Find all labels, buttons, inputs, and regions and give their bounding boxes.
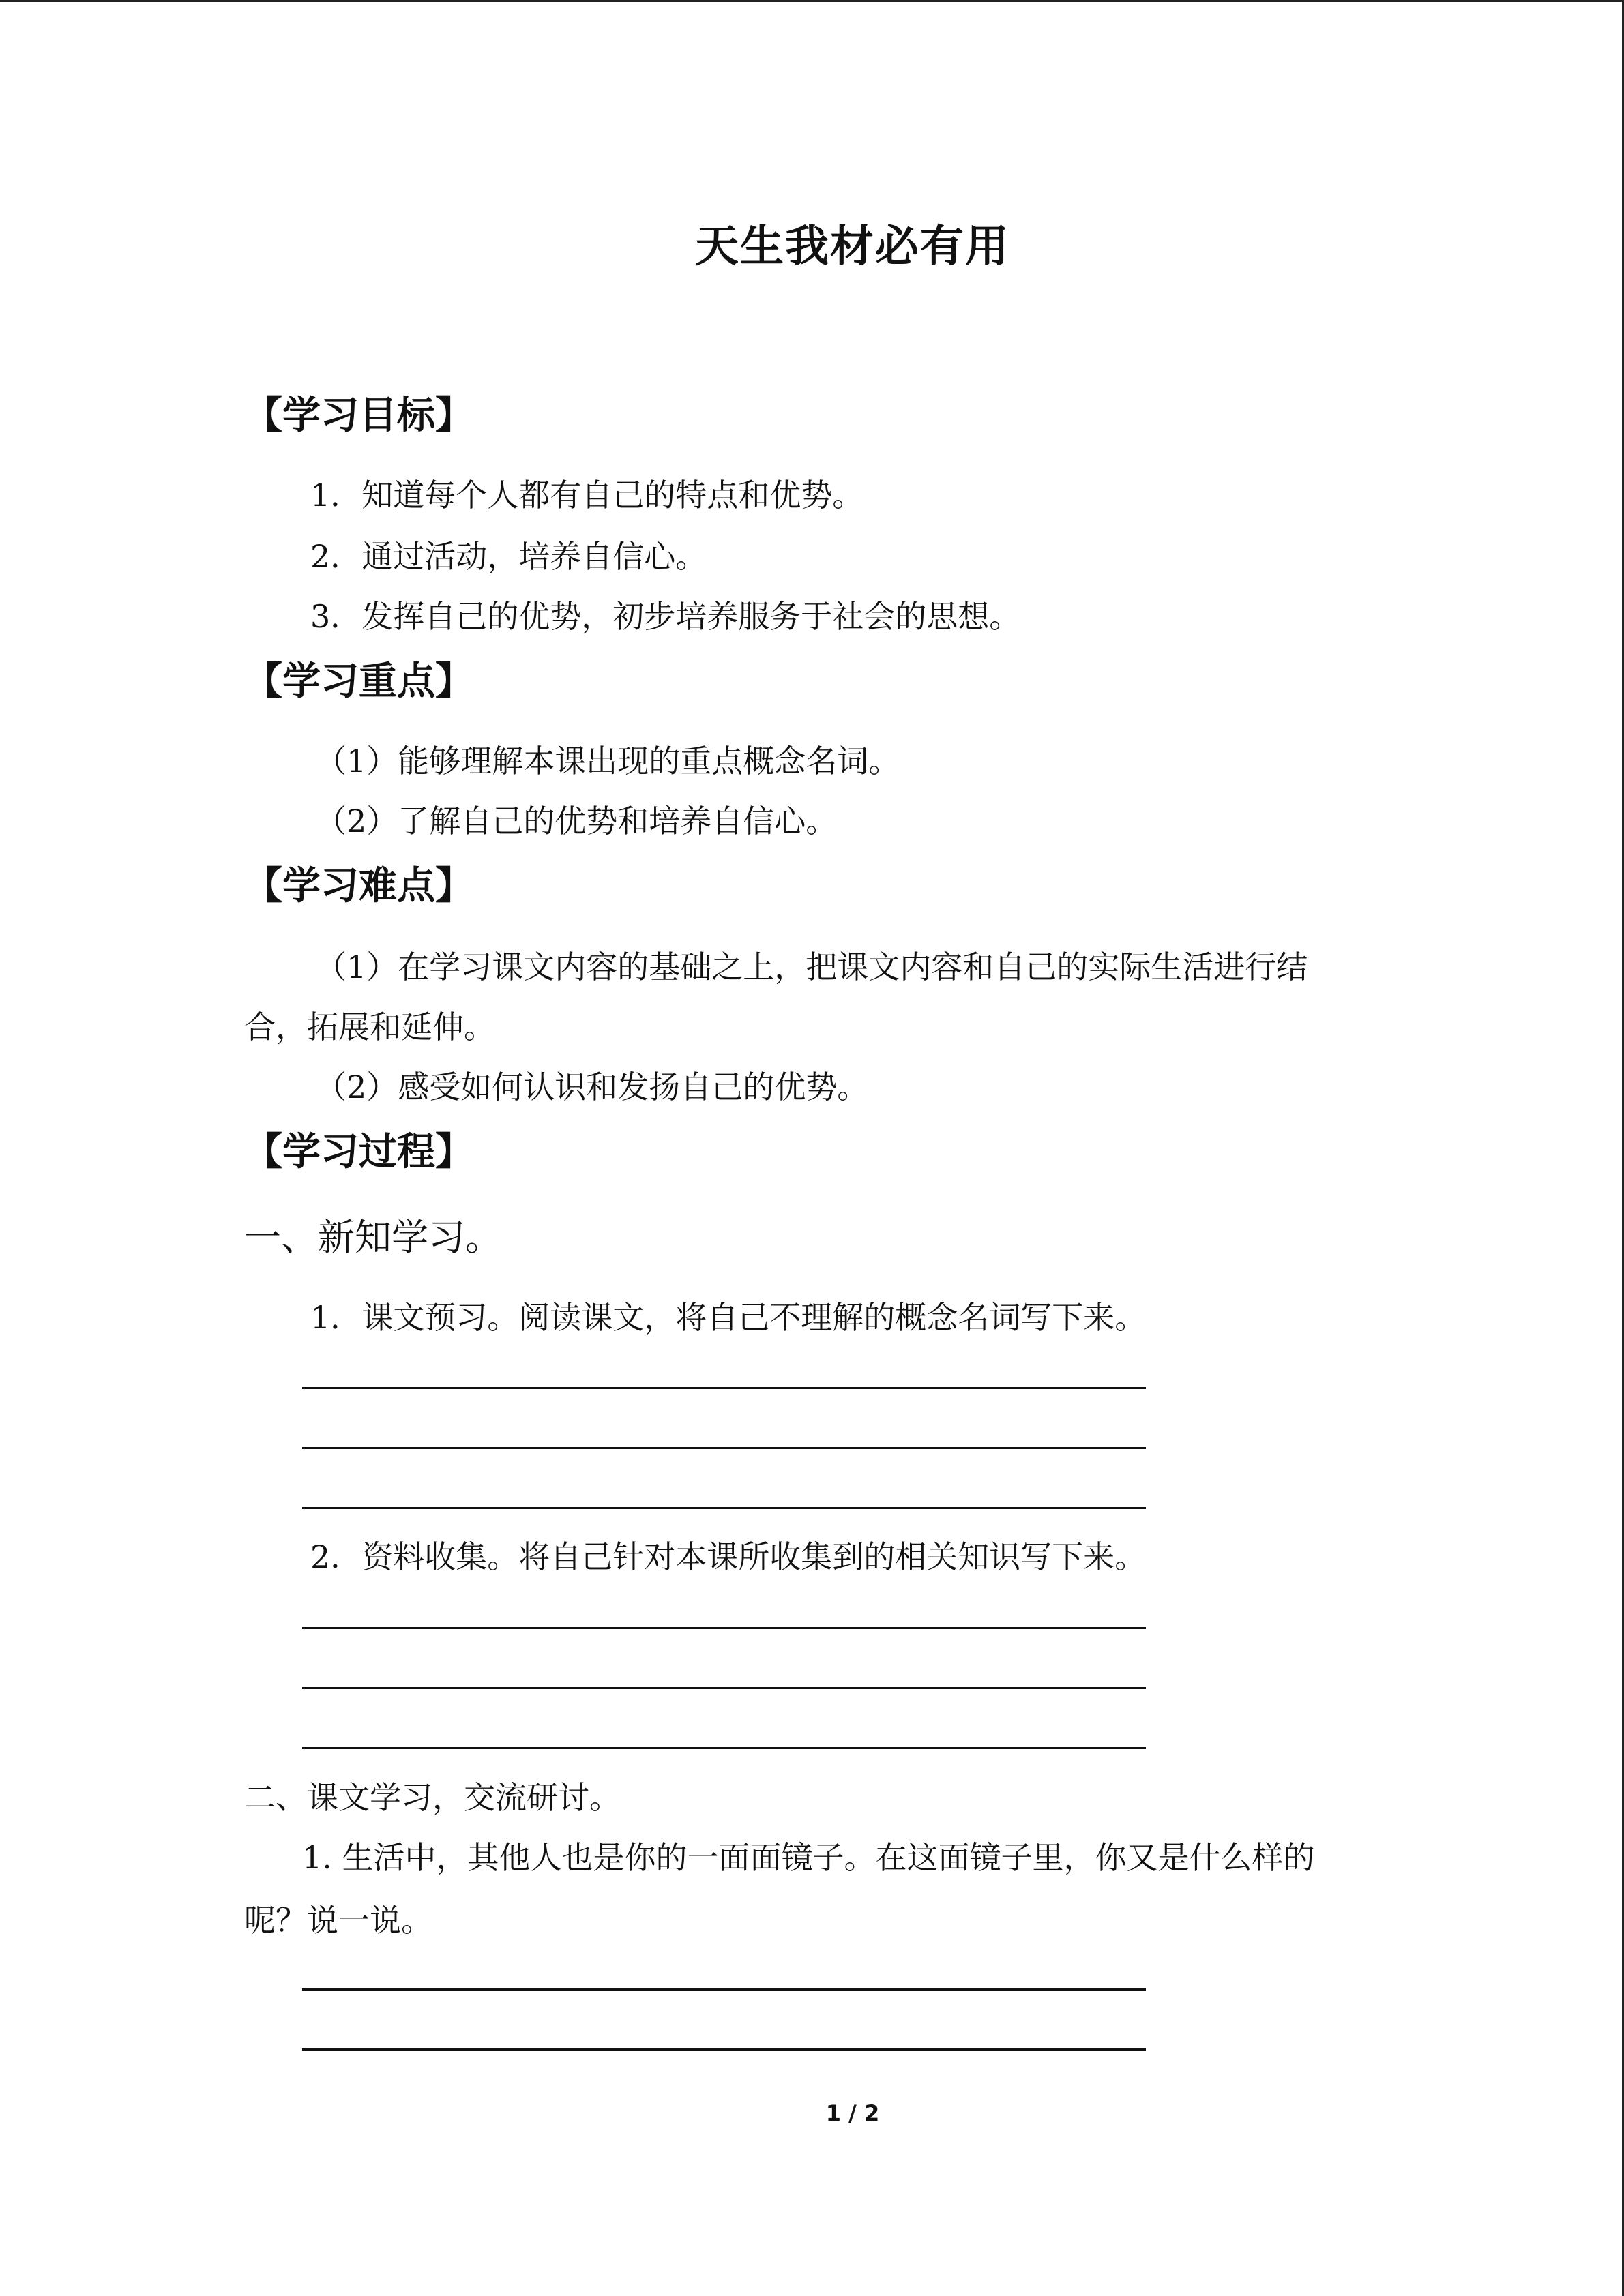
part-1-heading: 一、新知学习。 [244,1216,502,1259]
page-border-top [0,0,1624,2]
answer-line[interactable] [302,1988,1146,1991]
page-number: 1 / 2 [825,2100,880,2126]
page-title: 天生我材必有用 [695,221,1010,272]
objective-item-2: 2．通过活动，培养自信心。 [310,538,707,575]
part-2-task-1-line-2: 呢？说一说。 [244,1902,432,1939]
objective-item-1: 1．知道每个人都有自己的特点和优势。 [310,477,864,513]
section-heading-objectives: 【学习目标】 [244,393,473,438]
answer-line[interactable] [302,1627,1146,1629]
answer-line[interactable] [302,1507,1146,1509]
difficulty-item-1-line-1: （1）在学习课文内容的基础之上，把课文内容和自己的实际生活进行结 [315,949,1308,985]
difficulty-item-1-line-2: 合，拓展和延伸。 [244,1009,495,1045]
difficulty-item-2: （2）感受如何认识和发扬自己的优势。 [315,1069,869,1105]
objective-item-3: 3．发挥自己的优势，初步培养服务于社会的思想。 [310,598,1021,635]
key-point-item-2: （2）了解自己的优势和培养自信心。 [315,803,838,839]
answer-line[interactable] [302,1387,1146,1389]
key-point-item-1: （1）能够理解本课出现的重点概念名词。 [315,743,900,779]
answer-line[interactable] [302,1747,1146,1749]
answer-line[interactable] [302,1447,1146,1449]
part-2-heading: 二、课文学习，交流研讨。 [244,1779,621,1816]
part-2-task-1-line-1: 1. 生活中，其他人也是你的一面面镜子。在这面镜子里，你又是什么样的 [302,1839,1315,1876]
answer-line[interactable] [302,1687,1146,1689]
section-heading-key-points: 【学习重点】 [244,659,473,704]
part-1-task-1: 1．课文预习。阅读课文，将自己不理解的概念名词写下来。 [310,1299,1147,1336]
answer-line[interactable] [302,2048,1146,2051]
section-heading-process: 【学习过程】 [244,1130,473,1174]
part-1-task-2: 2．资料收集。将自己针对本课所收集到的相关知识写下来。 [310,1538,1147,1575]
section-heading-difficulties: 【学习难点】 [244,864,473,908]
